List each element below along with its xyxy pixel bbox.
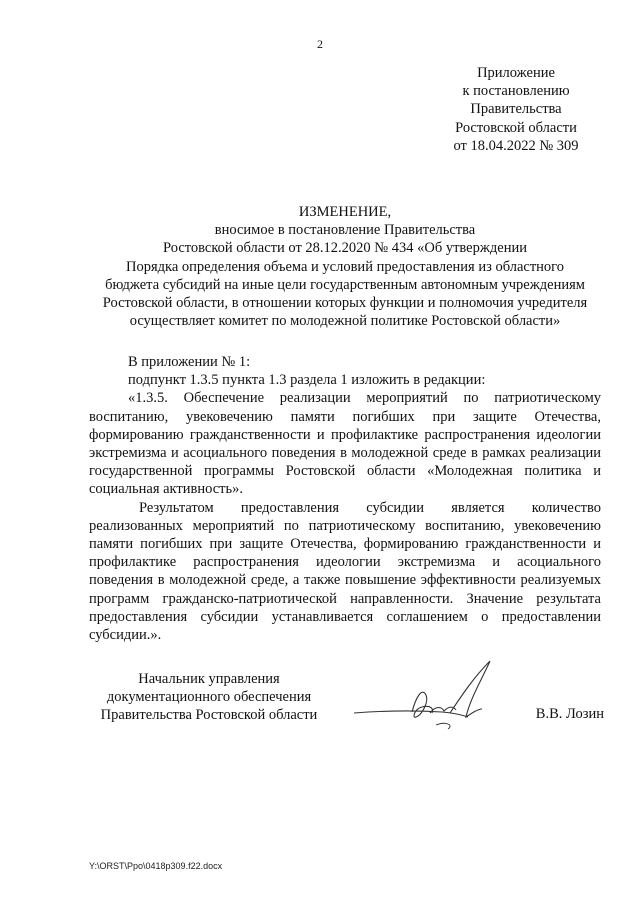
appendix-block <box>440 64 592 155</box>
signatory-name: В.В. Лозин <box>535 706 604 722</box>
page-number: 2 <box>317 37 323 51</box>
handwritten-signature <box>350 655 500 735</box>
file-path-footer: Y:\ORST\Ppo\0418p309.f22.docx <box>89 861 223 871</box>
heading-line: Порядка определения объема и условий предоставления из областного <box>125 258 565 275</box>
body-paragraph: Результатом предоставления субсидии является количество реализованных мероприятий по патриотическому воспитанию, увековечению памяти погибших при защите Отечества, формированию гражданственности и профилактике распространения идеологии экстремизма и асоциального поведения в молодежной среде, а также повышение эффективности реализуемых программ гражданско-патриотической направленности. Значение результата предоставления субсидии устанавливается соглашением о предоставлении субсидии.». <box>89 499 601 644</box>
body-paragraph: подпункт 1.3.5 пункта 1.3 раздела 1 изложить в редакции: <box>128 372 486 389</box>
appendix-line: Правительства <box>470 101 562 118</box>
signatory-line: Правительства Ростовской области <box>100 707 318 724</box>
body-paragraph: В приложении № 1: <box>128 354 251 370</box>
signatory-line: документационного обеспечения <box>106 689 312 706</box>
body-text <box>89 353 601 644</box>
body-paragraph: «1.3.5. Обеспечение реализации мероприятий по патриотическому воспитанию, увековечению памяти погибших при защите Отечества, формированию гражданственности и профилактике распространения идеологии экстремизма и асоциального поведения в молодежной среде в рамках реализации государственной программы Ростовской области «Молодежная политика и социальная активность». <box>89 390 601 498</box>
signatory-line: Начальник управления <box>138 671 280 687</box>
heading-line: Ростовской области, в отношении которых функции и полномочия учредителя <box>102 295 588 312</box>
appendix-line: от 18.04.2022 № 309 <box>453 137 579 154</box>
document-heading <box>88 203 602 330</box>
heading-line: бюджета субсидий на иные цели государственным автономным учреждениям <box>105 276 585 293</box>
heading-title: ИЗМЕНЕНИЕ, <box>298 204 392 220</box>
heading-line: вносимое в постановление Правительства <box>214 222 476 239</box>
appendix-line: Приложение <box>477 65 555 81</box>
heading-line: осуществляет комитет по молодежной политике Ростовской области» <box>129 313 561 330</box>
appendix-line: к постановлению <box>462 83 570 100</box>
appendix-line: Ростовской области <box>455 119 577 136</box>
heading-line: Ростовской области от 28.12.2020 № 434 «Об утверждении <box>163 240 527 257</box>
signatory-title <box>88 670 330 725</box>
